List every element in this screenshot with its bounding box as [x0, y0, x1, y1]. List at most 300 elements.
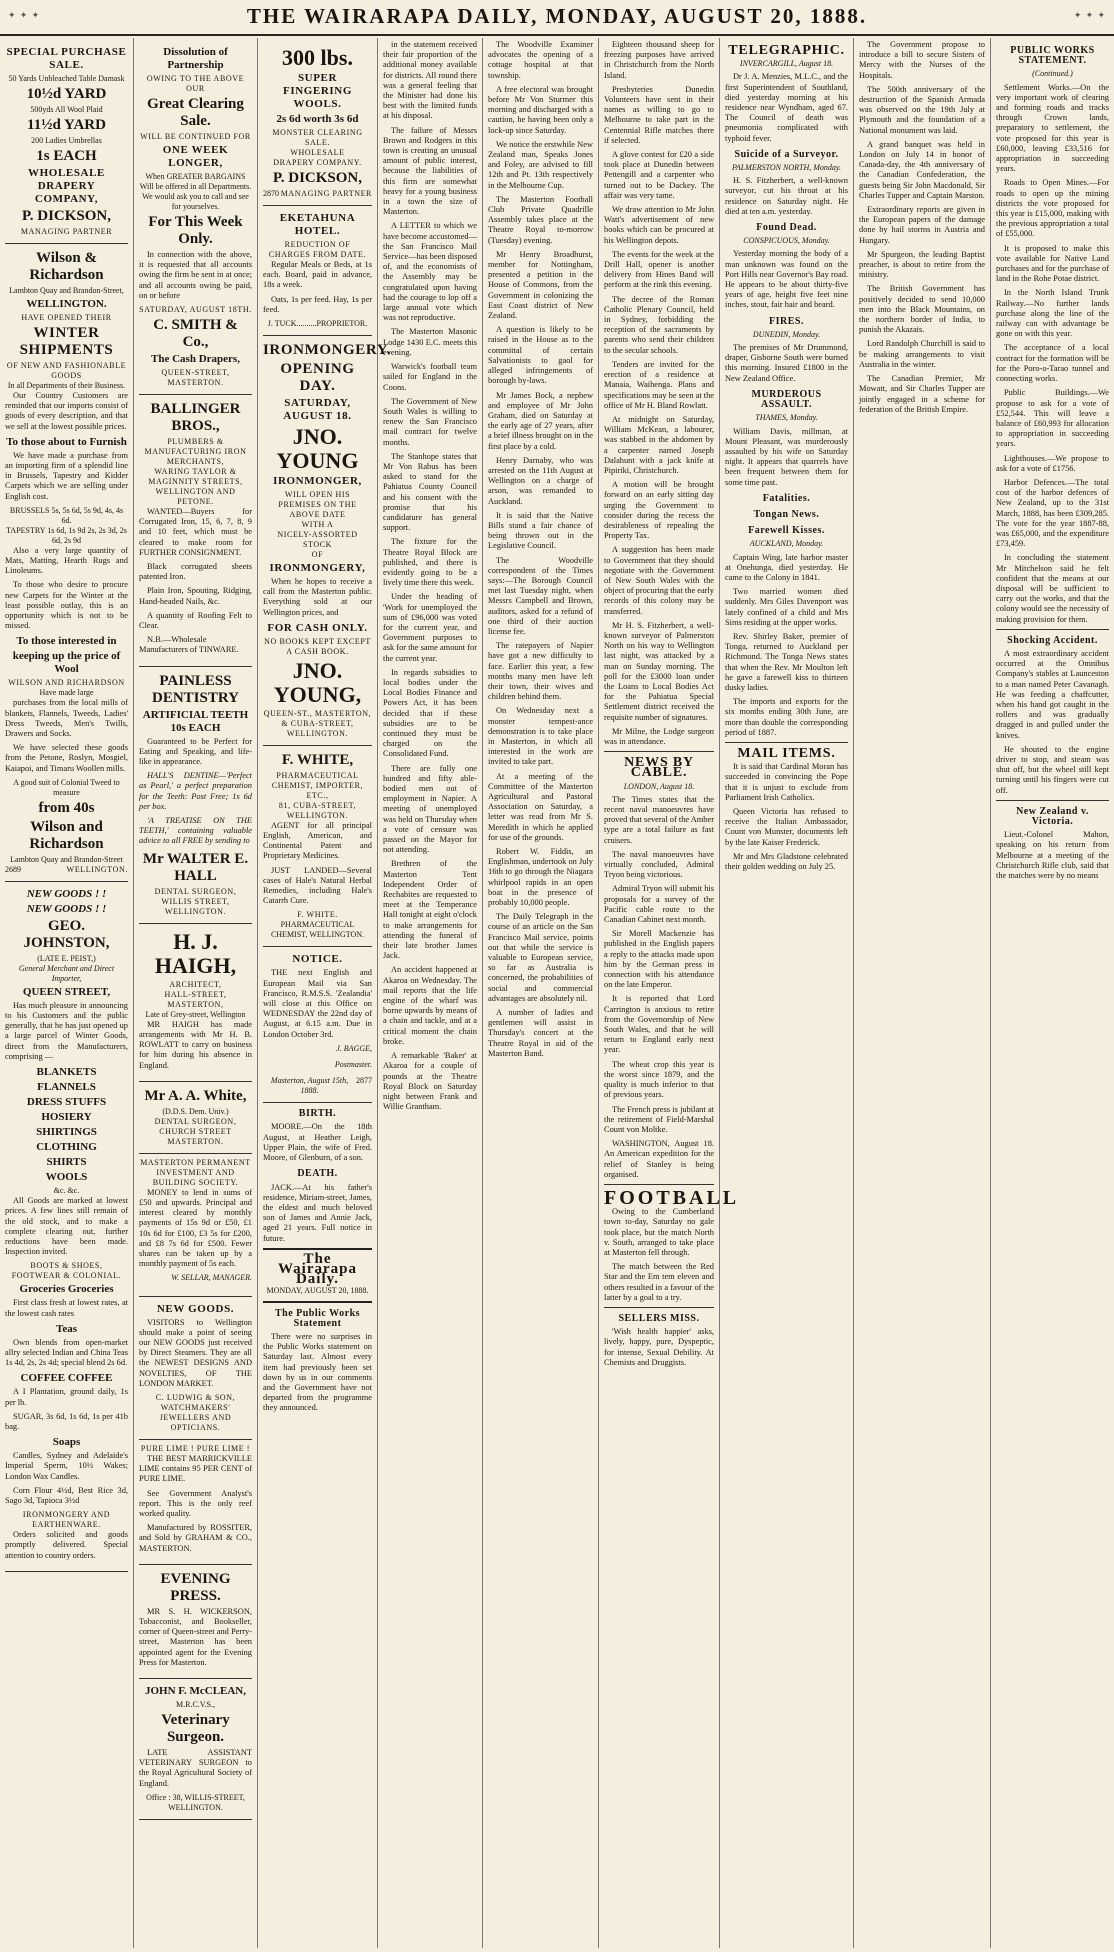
continued-label: (Continued.) [1032, 69, 1073, 79]
ad-heading: Groceries Groceries [19, 1283, 114, 1296]
ad-heading: EKETAHUNA HOTEL. [279, 212, 356, 237]
article-text: Warwick's football team sailed for England in the Coons. [383, 362, 477, 392]
death-text: JACK.—At his father's residence, Miriam-street, James, the eldest and much beloved son of James and Annie Jack, aged 21 years. Full notice in future. [263, 1182, 372, 1243]
article-text: William Davis, millman, at Mount Pleasant, was murderously assaulted by his wife on Saturday night. It appears that quarrels have been frequent between them for some time past. [725, 426, 848, 487]
ad-heading: SELLERS MISS. [618, 1312, 700, 1324]
ad-line: General Merchant and Direct Importer, [18, 963, 115, 983]
article-heading: Shocking Accident. [1007, 634, 1098, 646]
ad-company: WHOLESALE DRAPERY COMPANY, [28, 167, 105, 205]
editorial-title: The Wairarapa Daily. [278, 1250, 357, 1288]
article-text: Sir Morell Mackenzie has published in the English papers a reply to the attacks made upon him by the German press in connection with his attendance on the late Emperor. [604, 929, 714, 990]
ad-address: 81, CUBA-STREET, WELLINGTON. [278, 800, 357, 820]
dateline: DUNEDIN, Monday. [752, 329, 821, 339]
ad-text: purchases from the local mills of blankets, Flannels, Tweeds, Ladies' Dress Tweeds, Men's Twills, Drawers and Socks. [5, 698, 128, 739]
article-heading: FIRES. [769, 315, 804, 327]
article-text: Brethren of the Masterton Tent Independent Order of Rechabites are requested to meet at the Temperance Hall tonight at eight o'clock to make arrangements for attending the funeral of their late brother James Jack. [383, 859, 477, 961]
ad-text: All Goods are marked at lowest prices. A few lines still remain of the old stock, and to make a complete clearing out, further reductions have been made. Inspection invited. [5, 1196, 128, 1257]
article-heading: MURDEROUS ASSAULT. [751, 388, 822, 411]
ad-item: SHIRTS [46, 1156, 87, 1169]
notice-footer-row [263, 1076, 372, 1096]
column-5 [483, 38, 599, 1948]
divider [996, 800, 1109, 801]
article-text: Rev. Shirley Baker, premier of Tonga, returned to Auckland per Richmond. The Tonga News states that when the Rev. Mr Moulton left he gave a farewell kiss to thirteen dusky ladies. [725, 631, 848, 692]
ad-item: FLANNELS [37, 1081, 96, 1094]
ad-price: 2s 6d worth 3s 6d [276, 113, 359, 125]
section-heading-news-by-cable: NEWS BY CABLE. [624, 755, 694, 781]
ad-name: C. SMITH & Co., [153, 317, 238, 351]
article-text: In the North Island Trunk Railway.—No further lands purchase along the line of the railway can with advantage be gone on with this year. [996, 288, 1109, 339]
article-text: An accident happened at Akaroa on Wednesday. The mail reports that the life engine of the wharf was borne upwards by means of a chain and tackle, and at a critical moment the chain broke. [383, 965, 477, 1046]
ad-text: LATE ASSISTANT VETERINARY SURGEON to the Royal Agricultural Society of England. [139, 1748, 252, 1788]
ad-line: PLUMBERS & MANUFACTURING IRON MERCHANTS, [144, 437, 247, 467]
divider [604, 751, 714, 752]
ad-eketahuna-hotel [263, 206, 372, 336]
ad-line: Late of Grey-street, Wellington [145, 1009, 246, 1019]
divider [725, 742, 848, 743]
ad-text: 'Wish health happier' asks, lively, happy, pure, Dyspeptic, for intense, Sexual Debility. At Chemists and Druggists. [604, 1327, 714, 1367]
ad-line: A good suit of Colonial Tweed to measure [13, 777, 120, 797]
notice-code: 2877 [356, 1076, 372, 1086]
article-text: Eighteen thousand sheep for freezing purposes have arrived in Christchurch from the North Island. [604, 40, 714, 80]
ad-building-society [139, 1154, 252, 1297]
ad-heading: NEW GOODS. [156, 1302, 235, 1315]
ad-address: CHURCH STREET MASTERTON. [159, 1126, 232, 1146]
ad-heading: FOR CASH ONLY. [267, 621, 368, 634]
ad-geo-johnston [5, 882, 128, 1572]
column-2 [134, 38, 258, 1948]
ad-text: Regular Meals or Beds, at 1s each. Board, paid in advance, 18s a week. [263, 260, 372, 290]
ad-text: N.B.—Wholesale Manufacturers of TINWARE. [139, 635, 239, 655]
newspaper-title: THE WAIRARAPA DAILY, MONDAY, AUGUST 20, 1888. [246, 4, 868, 28]
divider [604, 1307, 714, 1308]
article-text: Harbor Defences.—The total cost of the harbor defences of New Zealand, up to the 31st March, 1888, has been £309,285. The vote for the year 1887-88, was £65,000, and the expenditure £73,459. [996, 477, 1109, 549]
article-text: The fixture for the Theatre Royal Block are published, and there is evidently going to be a lively time there this week. [383, 537, 477, 588]
ad-line: 50 Yards Unbleached Table Damask [8, 74, 125, 83]
article-text: in the statement received their fair proportion of the additional money available for districts. All round there was a general feeling that the Minister had done his best with the limited funds at his disposal. [383, 40, 477, 121]
article-text: The ratepayers of Napier have got a new difficulty to face. Earlier this year, a few months many men have left their town, their wives and children behind them. [488, 641, 593, 702]
article-text: The Times states that the recent naval manoeuvres have proved that several of the Amber type are a total failure as fast cruisers. [604, 794, 714, 845]
ad-dentistry [139, 667, 252, 924]
ad-text: Plain Iron, Spouting, Ridging, Hand-headed Nails, &c. [139, 586, 252, 606]
article-text: Admiral Tryon will submit his proposals for a survey of the Pacific cable route to the Canadian Cabinet next month. [604, 884, 714, 925]
ad-line: WILSON AND RICHARDSON [8, 678, 125, 688]
ad-name: Wilson and Richardson [29, 818, 104, 852]
ad-text: WANTED—Buyers for Corrugated Iron, 15, 6, 7, 8, 9 and 10 feet, which must be cleared to make room for FURTHER CONSIGNMENT. [139, 507, 252, 557]
ad-text: To those who desire to procure new Carpets for the Winter at the least possible outlay, this is an opportunity which is not to be missed. [5, 580, 128, 631]
ad-address: QUEEN-STREET, MASTERTON. [161, 368, 230, 388]
ad-item: HOSIERY [41, 1111, 92, 1124]
notice-title: Postmaster. [334, 1060, 372, 1070]
ad-title: DENTAL SURGEON, [154, 886, 237, 896]
column-8 [854, 38, 991, 1948]
ad-name: Wilson & Richardson [29, 250, 104, 283]
ad-footer-row [5, 865, 128, 875]
ad-text: Corn Flour 4½d, Best Rice 3d, Sago 3d, Tapioca 3½d [5, 1485, 128, 1505]
article-text: It is proposed to make this vote available for Native Land purchases and for the purchase of land in the Rohe Potae district. [996, 243, 1109, 284]
ad-text: Candles, Sydney and Adelaide's Imperial Sperm, 10½ Wakes; London Wax Candles. [5, 1451, 128, 1481]
ad-title: MANAGING PARTNER [20, 227, 113, 236]
ad-title: ARCHITECT, [169, 979, 222, 989]
notice-mail [263, 947, 372, 1103]
ad-text: HALL'S DENTINE—'Perfect as Pearl,' a perfect preparation for the Teeth: Post Free; 1s 6d per box. [139, 771, 252, 811]
notice-text: THE next English and European Mail via San Francisco, R.M.S.S. 'Zealandia' will close at this Office on WEDNESDAY the 22nd day of August, at 6.15 a.m. Due in London October 3rd. [263, 968, 372, 1039]
ad-line: WITH A [301, 520, 334, 530]
ad-text: MR S. H. WICKERSON, Tobacconist, and Bookseller, corner of Queen-street and Perry-street, Masterton has been appointed agent for the Evening Press for Masterton. [139, 1606, 252, 1667]
article-heading: Fatalities. [762, 492, 811, 504]
article-text: The acceptance of a local contract for the formation will be for the Poro-o-Tarao tunnel and connecting works. [996, 343, 1109, 384]
ad-line: OWING TO THE ABOVE OUR [146, 74, 245, 93]
ad-item: DRESS STUFFS [26, 1096, 107, 1109]
column-3 [258, 38, 392, 1948]
article-heading: The Public Works Statement [274, 1307, 361, 1329]
article-heading: Tongan News. [753, 508, 820, 520]
ad-date: SATURDAY, AUGUST 18. [283, 397, 352, 423]
article-text: Yesterday morning the body of a man unknown was found on the Port Hills near Governor's Bay road. He appears to be about thirty-five years of age, height five feet nine inches, stout, fair hair and beard. [725, 249, 848, 310]
ad-name: GEO. JOHNSTON, [23, 917, 110, 951]
dateline: PALMERSTON NORTH, Monday. [731, 163, 842, 173]
ad-heading: SUPER FINGERING WOOLS. [283, 72, 352, 110]
article-heading: Farewell Kisses. [748, 525, 825, 537]
ad-text: A quantity of Roofing Felt to Clear. [139, 610, 252, 631]
article-text: The British Government has positively decided to send 10,000 men into the Black Mountains, on the northern border of India, to punish the Akazais. [859, 284, 985, 335]
section-heading-mail-items: MAIL ITEMS. [737, 745, 836, 761]
ad-evening-press [139, 1565, 252, 1679]
article-text: Robert W. Fiddis, an Englishman, undertook on July 16th to go through the Niagara whirlpool rapids in an open boat in the presence of probably 10,000 people. [488, 847, 593, 908]
ad-text: MR HAIGH has made arrangements with Mr H. B. ROWLATT to carry on business for him during his absence in England. [139, 1019, 252, 1070]
ad-title: PHARMACEUTICAL CHEMIST, IMPORTER, ETC., [271, 770, 364, 800]
article-text: A question is likely to be raised in the House as to the committal of certain Salvationists to gaol for alleged infringements of borough by-laws. [488, 325, 593, 386]
ad-line: DRAPERY COMPANY. [273, 158, 362, 167]
section-heading-football: FOOTBALL [604, 1186, 740, 1209]
ad-signature: F. WHITE. [297, 910, 338, 920]
article-text: It is said that Cardinal Moran has succeeded in convincing the Pope that it is unjust to exclude from Parliament Irish Catholics. [725, 762, 848, 802]
section-heading-telegraphic: TELEGRAPHIC. [728, 43, 845, 58]
ad-address: Office : 38, WILLIS-STREET, WELLINGTON. [146, 1792, 245, 1812]
ad-wilson-richardson [5, 244, 128, 882]
ad-line: OF NEW AND FASHIONABLE GOODS [6, 361, 127, 380]
ad-heading: MONSTER CLEARING SALE. [272, 128, 363, 147]
article-text: At midnight on Saturday, William McKean, a labourer, was stabbed in the abdomen by a carpenter named Joseph Dalahunt with a jack knife at Pipiriki, Christchurch. [604, 414, 714, 475]
article-text: There are fully one hundred and fifty able-bodied men out of employment in Napier. A meeting of unemployed was held on Thursday when a vote of censure was passed on the Mayor for not attending. [383, 763, 477, 855]
article-text: The Masterton Football Club Private Quadrille Assembly takes place at the Theatre Royal to-morrow (Tuesday) evening. [488, 194, 593, 245]
ad-address: Lambton Quay and Brandon-Street [10, 854, 123, 864]
article-text: Mr H. S. Fitzherbert, a well-known surveyor of Palmerston North on his way to Wellington last night, was attacked by a man on Sunday morning. The poll for the £3000 loan under the Loans to Local Bodies Act for the Pahiatua Special Settlement district received the requisite number of signatures. [604, 620, 714, 722]
ad-name: JNO. YOUNG, [273, 657, 362, 707]
ad-price: from 40s [38, 799, 95, 816]
birth-text: MOORE.—On the 18th August, at Heather Leigh, Upper Plain, the wife of Fred. Moore, of Glenburn, of a son. [263, 1122, 372, 1163]
article-text: In concluding the statement Mr Mitchelson said he felt confident that the means at our disposal will be sufficient to carry out the works, and that the colony would see the necessity of making provision for them. [996, 553, 1109, 624]
ad-text: JUST LANDED—Several cases of Hale's Natural Herbal Remedies, including Hale's Catarrh Cure. [263, 865, 372, 906]
dateline: THAMES, Monday. [755, 413, 818, 423]
article-text: A grand banquet was held in London on July 14 in honor of Canada-day, the 4th anniversary of the Canadian Confederation, the guests being Sir John Macdonald, Sir Charles Tupper and Captain Marston. [859, 139, 985, 200]
ad-heading: ARTIFICIAL TEETH 10s EACH [142, 708, 249, 734]
article-text: There were no surprises in the Public Works statement on Saturday last. Almost every item had previously been set down by us in our comments and the Government have not departed from the programme they announced. [263, 1331, 372, 1413]
article-text: Settlement Works.—On the very important work of clearing and forming roads and tracks through Crown lands, preparatory to settlement, the vote proposed for this year is £60,000, leaving £33,516 for appropriation in succeeding years. [996, 82, 1109, 174]
article-text: The naval manoeuvres have virtually concluded, Admiral Tryon being victorious. [604, 849, 714, 880]
article-text: Mr Milne, the Lodge surgeon was in attendance. [604, 726, 714, 746]
article-text: H. S. Fitzherbert, a well-known surveyor, cut his throat at his residence on Saturday night. He died at ten a.m. yesterday. [725, 176, 848, 216]
ad-text: We have made a purchase from an importing firm of a splendid line in Brussels, Tapestry and Kidder Carpets which we are selling under English cost. [5, 450, 128, 501]
ad-line: BOOTS & SHOES, FOOTWEAR & COLONIAL. [11, 1261, 122, 1281]
ad-line: IRONMONGERY AND EARTHENWARE. [22, 1510, 111, 1530]
article-text: We draw attention to Mr John Watt's advertisement of new books which can be procured at his Wellington depots. [604, 205, 714, 245]
article-text: A motion will be brought forward on an early sitting day urging the Government to consider during the recess the desirableness of repealing the Property Tax. [604, 480, 714, 541]
article-text: The Government of New South Wales is willing to renew the San Francisco mail contract for twelve months. [383, 396, 477, 447]
ad-price: 11½d YARD [27, 117, 106, 133]
article-text: It is said that the Native Bills stand a fair chance of being thrown out in the Legislative Council. [488, 510, 593, 551]
article-text: The Masterton Masonic Lodge 1430 E.C. meets this evening. [383, 327, 477, 357]
ad-ludwig [139, 1297, 252, 1440]
birth-heading: BIRTH. [298, 1108, 337, 1120]
ad-heading: MASTERTON PERMANENT INVESTMENT AND BUILDING SOCIETY. [140, 1157, 251, 1187]
article-text: Presbyteries Dunedin Volunteers have sent in their names as willing to go to Melbourne to take part in the Centennial Rifle matches there if selected. [604, 84, 714, 145]
article-text: A most extraordinary accident occurred at the Omnibus Company's stables at Launceston to a man named Peter Cavanagh. He was feeding a chaffcutter, when his hand got caught in the rollers and was gradually dragged in and pulled under the knives. [996, 648, 1109, 740]
ad-text: THE BEST MARRICKVILLE LIME contains 95 PER CENT of PURE LIME. [139, 1453, 252, 1484]
ad-line: We would ask you to call and see for yourselves. [142, 192, 249, 211]
column-9 [991, 38, 1114, 1948]
masthead-ornament-left: ✦ ✦ ✦ [8, 10, 41, 20]
ad-text: MONEY to lend in sums of £50 and upwards. Principal and interest cleared by monthly payments of 15s 9d or £50, £1 10s 6d for £100, £3 5s for £200, and £8 7s 6d for £500. Fewer shares can be taken up by a monthly payment of 5s each. [139, 1187, 252, 1269]
death-heading: DEATH. [297, 1168, 338, 1180]
ad-title: DENTAL SURGEON, [154, 1116, 237, 1126]
ad-line: 500yds All Wool Plaid [30, 105, 103, 114]
columns [0, 38, 1114, 1948]
ad-heading: COFFEE COFFEE [20, 1372, 113, 1385]
ad-heading: PURE LIME ! PURE LIME ! [140, 1443, 251, 1453]
ad-line: NO BOOKS KEPT EXCEPT A CASH BOOK. [264, 636, 371, 656]
ad-heading: ONE WEEK LONGER, [162, 144, 229, 169]
ad-heading: NEW GOODS ! ! [26, 887, 107, 900]
ad-price: 1s EACH [36, 148, 97, 164]
article-text: Extraordinary reports are given in the European papers of the damage done by hail storms in Austria and Hungary. [859, 205, 985, 245]
article-text: Public Buildings.—We propose to ask for a vote of £52,544. This will leave a balance of £60,993 for allocation to appropriation in succeeding years. [996, 388, 1109, 449]
ad-title: IRONMONGER, [273, 475, 362, 488]
article-text: Lieut.-Colonel Mahon, speaking on his return from Melbourne at a meeting of the Christchurch Rifle club, said that the matches were by no means [996, 830, 1109, 881]
article-text: Queen Victoria has refused to receive the Italian Ambassador, Count von Munster, documents left by the late Kaiser Frederick. [725, 807, 848, 847]
ad-name: Mr WALTER E. HALL [142, 850, 249, 884]
ad-heading: OPENING DAY. [280, 361, 355, 395]
ad-name: F. WHITE, [281, 751, 354, 768]
ad-line: PHARMACEUTICAL CHEMIST, WELLINGTON. [270, 920, 365, 940]
article-text: The French press is jubilant at the retirement of Field-Marshal Count von Moltke. [604, 1104, 714, 1134]
ad-title: The Cash Drapers, [151, 353, 240, 366]
ad-white-dentist [139, 1082, 252, 1154]
editorial-masthead [263, 1248, 372, 1303]
ad-text: Orders solicited and goods promptly delivered. Special attention to country orders. [5, 1530, 128, 1560]
article-text: Mr and Mrs Gladstone celebrated their golden wedding on July 25. [725, 851, 848, 872]
ad-text: AGENT for all principal English, American, and Continental Patent and Proprietary Medicines. [263, 820, 372, 861]
ad-line: (LATE E. PEIST,) [37, 953, 96, 963]
notice-heading: NOTICE. [292, 953, 343, 966]
dateline: CONSPICUOUS, Monday. [743, 236, 830, 246]
ad-text: Black corrugated sheets patented Iron. [139, 562, 252, 582]
article-text: The match between the Red Star and the Em tem eleven and others resulted in a favour of the latter by a goal to a try. [604, 1262, 714, 1302]
article-text: The 500th anniversary of the destruction of the Spanish Armada was observed on the 19th July at Plymouth and the foundation of a National monument was laid. [859, 84, 985, 135]
ad-jno-young [263, 336, 392, 746]
article-text: A number of ladies and gentlemen will assist in Thursday's concert at the Theatre Royal in aid of the Masterton Band. [488, 1008, 593, 1058]
ad-heading: For This Week Only. [148, 214, 243, 247]
ad-item: WOOLS [45, 1171, 88, 1184]
ad-heading: To those about to Furnish [6, 435, 127, 448]
article-text: Mr James Bock, a nephew and employee of Mr John Graham, died on Saturday at the early age of 27 years, after a brief illness brought on in the first place by a cold. [488, 390, 593, 451]
ad-line: WILL OPEN HIS PREMISES ON THE ABOVE DATE [278, 490, 357, 520]
ad-address: HALL-STREET, MASTERTON, [164, 989, 227, 1009]
article-text: In regards subsidies to local bodies under the Local Bodies Finance and Powers Act, it has been decided that if these subsidies are to be continued they must be charged on the Consolidated Fund. [383, 667, 477, 759]
article-text: Mr Henry Broadhurst, member for Nottingham, presented a petition in the House of Commons, from the Government in colonizing the East Coast district of New Zealand. [488, 249, 593, 321]
article-text: The imports and exports for the six months ending 30th June, are more than double the corresponding period of 1887. [725, 697, 848, 737]
ad-heading: NEW GOODS ! ! [26, 902, 107, 915]
ad-line: REDUCTION OF CHARGES FROM DATE. [268, 240, 367, 259]
article-text: Tenders are invited for the erection of a residence at Manaia, Waihenga. Plans and specifications may be seen at the office of Mr H. Bland Rowlatt. [604, 359, 714, 410]
ad-item: BLANKETS [36, 1066, 97, 1079]
ad-title: WATCHMAKERS' JEWELLERS AND OPTICIANS. [159, 1402, 232, 1432]
ad-heading: EVENING PRESS. [160, 1570, 231, 1604]
article-text: He shouted to the engine driver to stop, and steam was shut off, but the wheel still kept turning until his fingers were cut off. [996, 744, 1109, 795]
ad-line: (D.D.S. Dem. Univ.) [162, 1106, 229, 1116]
ad-name: JNO. YOUNG [276, 424, 359, 474]
ad-line: BRUSSELS 5s, 5s 6d, 5s 9d, 4s, 4s 6d. [9, 505, 124, 525]
ad-name: P. DICKSON, [272, 170, 363, 186]
article-text: Roads to Open Mines.—For roads to open up the mining districts the vote proposed for this year is £15,000, making with the previous appropriation a total of £55,000. [996, 178, 1109, 239]
article-text: The Stanhope states that Mr Von Rabus has been asked to stand for the Pahiatua County Council and his consent with the promise that his candidature has general support. [383, 451, 477, 533]
article-text: Owing to the Cumberland town to-day, Saturday no gale took place, but the match North v. South, arranged to take place at Masterton fell through. [604, 1207, 714, 1257]
article-text: WASHINGTON, August 18. An American expedition for the relief of Stanley is being organised. [604, 1139, 714, 1179]
ad-town: WELLINGTON. [26, 298, 107, 310]
ad-super-fingering [263, 40, 372, 206]
ad-text: Manufactured by ROSSITER, and Sold by GRAHAM & CO., MASTERTON. [139, 1523, 252, 1553]
ad-name: Mr A. A. White, [144, 1087, 247, 1104]
dateline: LONDON, August 18. [623, 781, 695, 791]
ad-ballinger [139, 395, 252, 667]
ad-name: JOHN F. McCLEAN, [144, 1685, 247, 1697]
ad-text: VISITORS to Wellington should make a point of seeing our NEW GOODS just received by Direct Steamers. They are all the NEWEST DESIGNS AND NOVELTIES, OF THE LONDON MARKET. [139, 1317, 252, 1388]
masthead-ornament-right: ✦ ✦ ✦ [1073, 10, 1106, 20]
column-4 [378, 38, 483, 1948]
divider [996, 629, 1109, 630]
article-text: The Canadian Premier, Mr Mowatt, and Sir Charles Tupper are jointly engaged in a scheme for federation of the British Empire. [859, 374, 985, 414]
ad-heading: To those interested in [16, 635, 117, 648]
ad-line: In all Departments of their Business. [7, 381, 126, 390]
ad-text: When he hopes to receive a call from the Masterton public. Everything sold at our Wellington prices, and [263, 577, 372, 617]
ad-text: We have selected these goods from the Petone, Roslyn, Mosgiel, Kaiapoi, and Timaru Woollen mills. [5, 743, 128, 773]
editorial-date: MONDAY, AUGUST 20, 1888. [266, 1286, 369, 1296]
notice-date: Masterton, August 15th, 1888. [270, 1076, 349, 1096]
article-text: Lord Randolph Churchill is said to be making arrangements to visit Australia in the winter. [859, 339, 985, 369]
article-text: Dr J. A. Menzies, M.L.C., and the first Superintendent of Southland, died yesterday morning at his residence near Wyndham, aged 67. The Council of death was pneumonia complicated with typhoid fever. [725, 72, 848, 143]
ad-heading: Great Clearing Sale. [147, 96, 244, 129]
article-text: Under the heading of 'Work for unemployed the sum of £96,000 was voted for the current year, and Government purposes to ask for the same amount for the current year. [383, 592, 477, 663]
ad-text: Oats, 1s per feed. Hay, 1s per feed. [263, 294, 372, 314]
article-heading: New Zealand v. Victoria. [1016, 805, 1089, 828]
section-heading-public-works: PUBLIC WORKS STATEMENT. [1010, 45, 1095, 67]
article-text: Captain Wing, late harbor master at Onehunga, died yesterday. He came to the Colony in 1841. [725, 552, 848, 582]
article-text: A remarkable 'Baker' at Akaroa for a couple of pounds at the Theatre Royal Block on Saturday night between Frank and Willie Grantham. [383, 1051, 477, 1112]
ad-line: WHOLESALE [290, 148, 345, 157]
article-heading: Found Dead. [756, 222, 817, 234]
ad-town: WELLINGTON. [66, 864, 128, 874]
ad-dissolution [139, 40, 252, 395]
ad-signature: J. TUCK..........PROPRIETOR. [267, 319, 368, 329]
column-7 [720, 38, 854, 1948]
notice-signature: J. BAGGE, [336, 1043, 372, 1053]
article-text: A suggestion has been made to Government that they should negotiate with the Government of New South Wales with the object of procuring that the early records of this colony may be transferred. [604, 545, 714, 616]
ad-heading: PAINLESS DENTISTRY [152, 672, 239, 706]
ad-date: SATURDAY, AUGUST 18TH. [139, 305, 252, 315]
ad-f-white [263, 746, 372, 948]
article-heading: Suicide of a Surveyor. [734, 148, 839, 160]
article-text: The Daily Telegraph in the course of an article on the San Francisco Mail service, points out that while the service is valuable to European service, so far as Australia is concerned, the probabilities of social and commercial advantages are absolutely nil. [488, 912, 593, 1003]
ad-address: Lambton Quay and Brandon-Street, [9, 286, 124, 295]
ad-text: SUGAR, 3s 6d, 1s 6d, 1s per 41b bag. [5, 1411, 128, 1431]
ad-title: MANAGING PARTNER [280, 189, 372, 198]
article-text: The Woodville correspondent of the Times says:—The Borough Council met last Tuesday night, when Messrs Campbell and Brown, auditors, asked for a refund of one third of their auction license fee. [488, 555, 593, 636]
ad-title: Veterinary Surgeon. [161, 1712, 230, 1745]
ad-text: Our Country Customers are reminded that our imports consist of goods of every description, and that we sell at the lowest possible prices. [5, 391, 128, 431]
ad-text: In connection with the above, it is requested that all accounts owing the firm be sent in at once; and all accounts owing be paid, on or before [139, 250, 252, 300]
ad-heading: IRONMONGERY, [269, 562, 366, 575]
ad-line: HAVE OPENED THEIR [21, 313, 112, 322]
ad-text: Also a very large quantity of Mats, Matting, Hearth Rugs and Linoleums. [5, 545, 128, 576]
ad-heading: WINTER SHIPMENTS [19, 325, 114, 358]
article-text: We notice the erstwhile New Zealand man, Speaks Jones and Foley, are advised to fill 12th and Pt. 13th respectively in the Melbourne Cup. [488, 139, 593, 190]
ad-heading: Dissolution of Partnership [163, 46, 228, 71]
ad-price: 10½d YARD [26, 86, 107, 102]
ad-heading: Teas [56, 1322, 77, 1335]
article-text: The wheat crop this year is the worst since 1879, and the quality is much inferior to that of previous years. [604, 1059, 714, 1100]
ad-name: P. DICKSON, [21, 208, 112, 224]
article-text: The Government propose to introduce a bill to secure Sisters of Mercy with the Nurses of the Hospitals. [859, 40, 985, 80]
ad-text: First class fresh at lowest rates, at the lowest cash rates [5, 1298, 128, 1318]
ad-heading: SPECIAL PURCHASE SALE. [6, 46, 127, 71]
ad-address: QUEEN STREET, [22, 985, 111, 998]
divider [604, 1184, 714, 1185]
ad-text: Has much pleasure in announcing to his Customers and the public generally, that he has just opened up a large parcel of Winter Goods, direct from the Manufacturers, comprising — [5, 1000, 128, 1061]
ad-address: WARING TAYLOR & MAGINNITY STREETS, WELLINGTON AND PETONE. [148, 467, 243, 507]
ad-text: See Government Analyst's report. This is the only reef worked quality. [139, 1488, 252, 1518]
article-text: It is reported that Lord Carrington is anxious to retire from the Governorship of New South Wales, and that he will return to England early next year. [604, 994, 714, 1055]
article-text: The premises of Mr Drummond, draper, Gisborne South were burned this morning. Insured £1800 in the New Zealand Office. [725, 343, 848, 383]
article-text: A glove contest for £20 a side took place at Dunedin between Pettengill and a carpenter who turned out to be Dackey. The affair was very tame. [604, 150, 714, 200]
article-text: The decree of the Roman Catholic Plenary Council, held in Sydney, forbidding the reception of the sacraments by parents who send their children to the secular schools. [604, 294, 714, 355]
ad-name: H. J. HAIGH, [154, 928, 237, 978]
ad-item: CLOTHING [36, 1141, 97, 1154]
ad-address: WILLIS STREET, WELLINGTON. [161, 896, 230, 916]
article-text: Mr Spurgeon, the leading Baptist preacher, is about to retire from the ministry. [859, 249, 985, 280]
article-text: On Wednesday next a monster tempest-ance demonstration is to take place in Masterton, in which all interested in the work are invited to take part. [488, 706, 593, 767]
dateline: INVERCARGILL, August 18. [739, 59, 834, 69]
article-text: A free electoral was brought before Mr Von Sturmer this morning and discharged with a caution, he having been only a lock-up since Saturday. [488, 84, 593, 135]
ad-address: QUEEN-ST., MASTERTON, & CUBA-STREET, WELLINGTON. [263, 708, 372, 738]
article-text: Henry Darnaby, who was arrested on the 11th August at Wellington on a charge of arson, was remanded to Auckland. [488, 455, 593, 506]
column-1 [0, 38, 134, 1948]
article-text: The events for the week at the Drill Hall, opener is another delivery from Hines Band will perform at the rink this evening. [604, 249, 714, 290]
ad-heading: IRONMONGERY. [263, 342, 392, 359]
ad-lime [139, 1440, 252, 1565]
ad-text: Guaranteed to be Perfect for Eating and Speaking, and life-like in appearance. [139, 736, 252, 767]
ad-heading: keeping up the price of Wool [12, 650, 121, 676]
ad-line: TAPESTRY 1s 6d, 1s 9d 2s, 2s 3d, 2s 6d, 2s 9d [6, 525, 127, 545]
ad-line: M.R.C.V.S., [176, 1700, 215, 1709]
ad-heading: Soaps [52, 1436, 81, 1449]
masthead [0, 0, 1114, 36]
article-text: Lighthouses.—We propose to ask for a vote of £1756. [996, 453, 1109, 473]
ad-mcclean [139, 1679, 252, 1820]
ad-haigh [139, 924, 252, 1082]
article-text: The Woodville Examiner advocates the opening of a cottage hospital at that township. [488, 40, 593, 80]
ad-heading: 300 lbs. [282, 45, 353, 70]
ad-code: 2689 [5, 864, 21, 874]
ad-signature: W. SELLAR, MANAGER. [171, 1273, 252, 1283]
